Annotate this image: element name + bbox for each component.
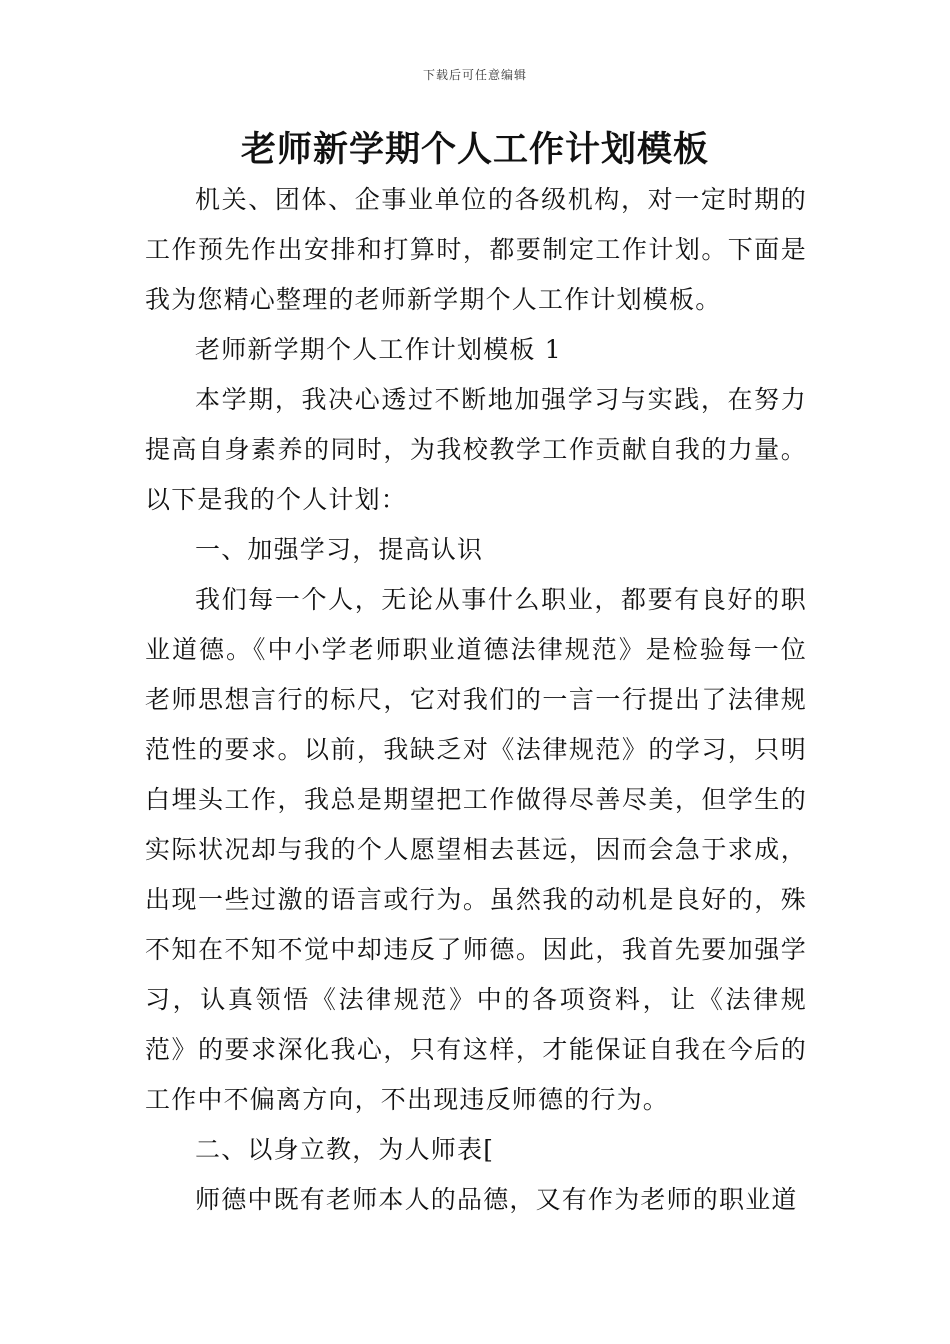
section-heading-template-1: 老师新学期个人工作计划模板 1 — [195, 335, 562, 364]
document-body — [145, 175, 807, 1225]
paragraph-overview: 本学期，我决心透过不断地加强学习与实践，在努力提高自身素养的同时，为我校教学工作贡献自我的力量。以下是我的个人计划： — [145, 385, 807, 514]
header-note: 下载后可任意编辑 — [422, 68, 527, 82]
section-heading-study: 一、加强学习，提高认识 — [195, 535, 484, 564]
paragraph-ethics: 师德中既有老师本人的品德，又有作为老师的职业道 — [195, 1185, 798, 1214]
paragraph-study: 我们每一个人，无论从事什么职业，都要有良好的职业道德。《中小学老师职业道德法律规范》是检验每一位老师思想言行的标尺，它对我们的一言一行提出了法律规范性的要求。以前，我缺乏对《法律规范》的学习，只明白埋头工作，我总是期望把工作做得尽善尽美，但学生的实际状况却与我的个人愿望相去甚远，因而会急于求成，出现一些过激的语言或行为。虽然我的动机是良好的，殊不知在不知不觉中却违反了师德。因此，我首先要加强学习，认真领悟《法律规范》中的各项资料，让《法律规范》的要求深化我心，只有这样，才能保证自我在今后的工作中不偏离方向，不出现违反师德的行为。 — [145, 585, 807, 1114]
paragraph-intro: 机关、团体、企事业单位的各级机构，对一定时期的工作预先作出安排和打算时，都要制定工作计划。下面是我为您精心整理的老师新学期个人工作计划模板。 — [145, 185, 807, 314]
document-title: 老师新学期个人工作计划模板 — [240, 129, 709, 170]
section-heading-role-model: 二、以身立教，为人师表[ — [195, 1135, 495, 1164]
